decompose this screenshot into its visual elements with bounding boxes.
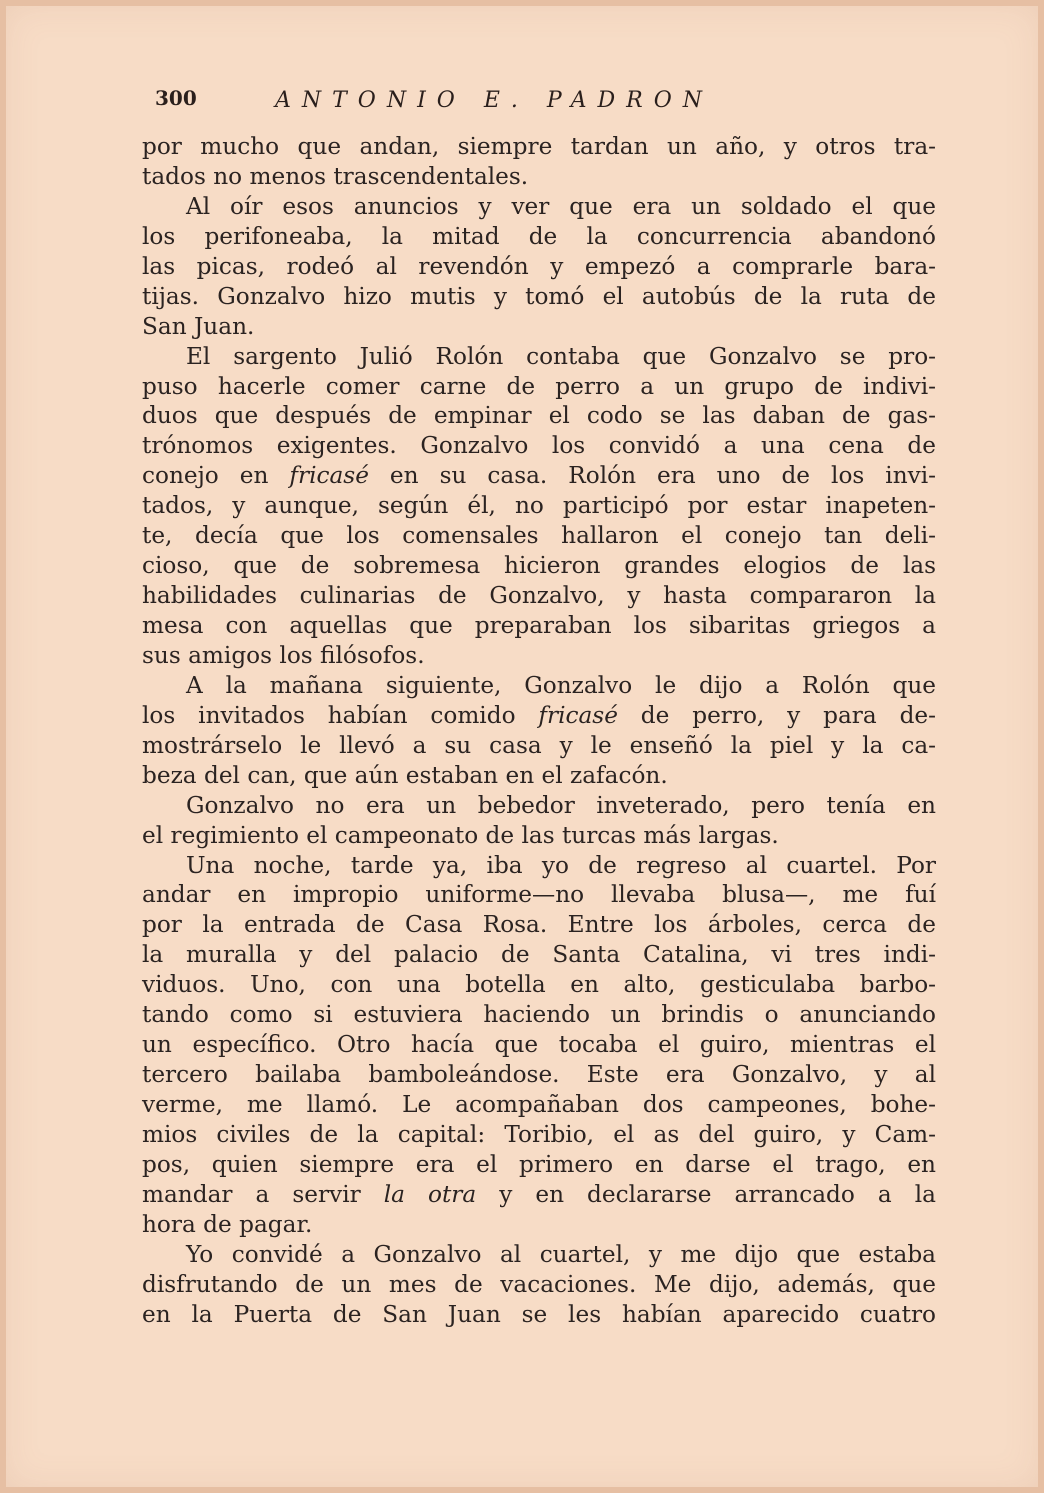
text-line: los perifoneaba, la mitad de la concurrencia abandonó <box>142 222 936 250</box>
text-line: en la Puerta de San Juan se les habían aparecido cuatro <box>142 1300 936 1328</box>
text-line: tados, y aunque, según él, no participó por estar inapeten- <box>142 492 936 520</box>
text-line: tijas. Gonzalvo hizo mutis y tomó el autobús de la ruta de <box>142 282 936 310</box>
text-line: tados no menos trascendentales. <box>142 162 529 190</box>
text-line: el regimiento el campeonato de las turcas más largas. <box>142 821 779 849</box>
body-text <box>142 132 936 1330</box>
text-line: mostrárselo le llevó a su casa y le enseñó la piel y la ca- <box>142 731 936 759</box>
text-line: Una noche, tarde ya, iba yo de regreso al cuartel. Por <box>186 851 936 879</box>
text-line: cioso, que de sobremesa hicieron grandes elogios de las <box>142 552 936 580</box>
text-line: Yo convidé a Gonzalvo al cuartel, y me dijo que estaba <box>186 1240 936 1268</box>
text-line: disfrutando de un mes de vacaciones. Me dijo, además, que <box>142 1270 936 1298</box>
text-line: andar en impropio uniforme—no llevaba blusa—, me fuí <box>142 881 936 909</box>
text-line: la muralla y del palacio de Santa Catalina, vi tres indi- <box>142 941 936 969</box>
text-line: duos que después de empinar el codo se las daban de gas- <box>142 402 936 430</box>
text-line: El sargento Julió Rolón contaba que Gonzalvo se pro- <box>186 342 936 370</box>
text-line: por la entrada de Casa Rosa. Entre los árboles, cerca de <box>142 911 936 939</box>
text-line: A la mañana siguiente, Gonzalvo le dijo a Rolón que <box>186 671 936 699</box>
text-line: tando como si estuviera haciendo un brindis o anunciando <box>142 1001 936 1029</box>
text-line: puso hacerle comer carne de perro a un grupo de indivi- <box>142 372 936 400</box>
text-line: mandar a servir la otra y en declararse arrancado a la <box>142 1180 936 1208</box>
text-line: hora de pagar. <box>142 1210 313 1238</box>
text-line: Al oír esos anuncios y ver que era un soldado el que <box>186 192 936 220</box>
text-line: habilidades culinarias de Gonzalvo, y hasta compararon la <box>142 582 936 610</box>
text-line: trónomos exigentes. Gonzalvo los convidó a una cena de <box>142 432 936 460</box>
running-title: ANTONIO E. PADRON <box>275 88 714 113</box>
running-head <box>155 86 955 116</box>
text-line: por mucho que andan, siempre tardan un año, y otros tra- <box>142 133 936 160</box>
text-line: un específico. Otro hacía que tocaba el guiro, mientras el <box>142 1031 936 1059</box>
text-line: mesa con aquellas que preparaban los sibaritas griegos a <box>142 612 936 639</box>
text-line: los invitados habían comido fricasé de perro, y para de- <box>142 701 936 729</box>
text-line: beza del can, que aún estaban en el zafacón. <box>142 761 668 789</box>
text-line: sus amigos los filósofos. <box>142 641 425 669</box>
text-line: las picas, rodeó al revendón y empezó a comprarle bara- <box>142 252 936 280</box>
text-line: pos, quien siempre era el primero en darse el trago, en <box>142 1150 936 1178</box>
text-line: tercero bailaba bamboleándose. Este era Gonzalvo, y al <box>142 1061 936 1089</box>
page-number: 300 <box>155 86 197 110</box>
text-line: San Juan. <box>142 312 255 340</box>
text-line: Gonzalvo no era un bebedor inveterado, pero tenía en <box>186 791 936 819</box>
text-line: viduos. Uno, con una botella en alto, gesticulaba barbo- <box>142 971 936 999</box>
text-line: te, decía que los comensales hallaron el conejo tan deli- <box>142 522 936 550</box>
text-line: conejo en fricasé en su casa. Rolón era uno de los invi- <box>142 462 936 490</box>
text-line: mios civiles de la capital: Toribio, el as del guiro, y Cam- <box>142 1120 936 1148</box>
text-line: verme, me llamó. Le acompañaban dos campeones, bohe- <box>142 1091 936 1118</box>
